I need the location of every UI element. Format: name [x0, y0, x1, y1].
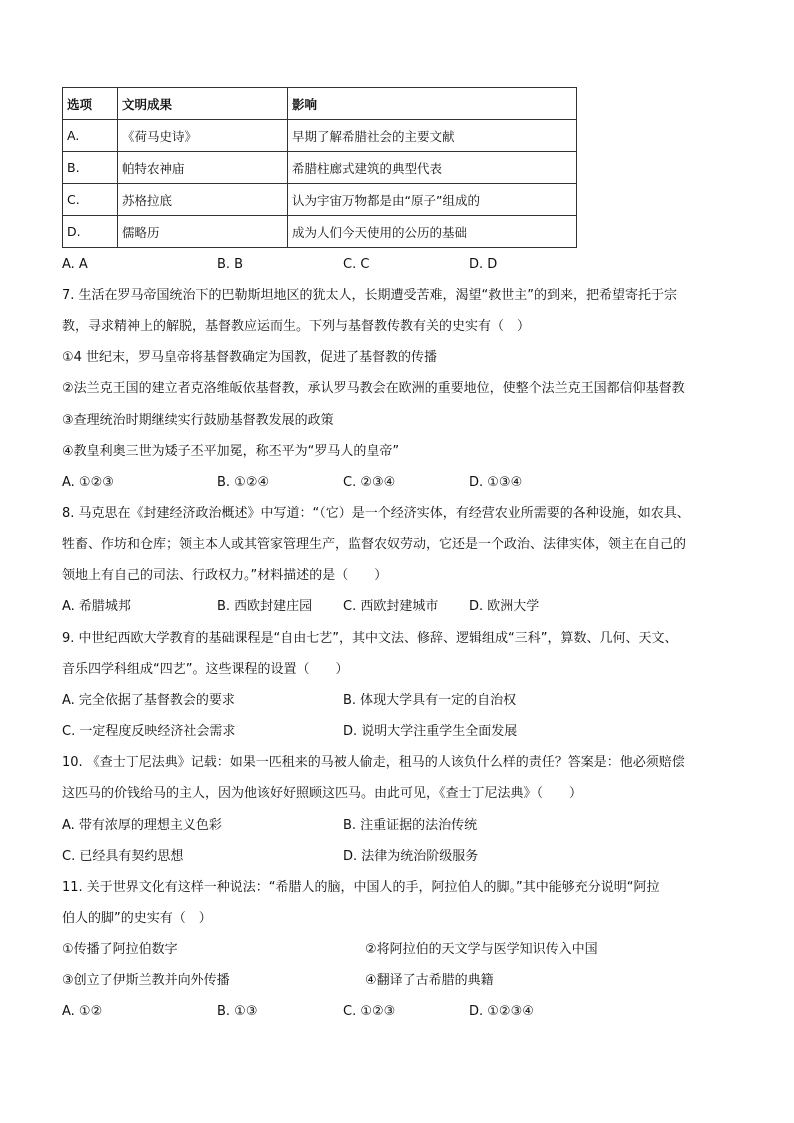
q10-stem-line-1: 10. 《查士丁尼法典》记载：如果一匹租来的马被人偷走，租马的人该负什么样的责任？答案是：他必须赔偿	[62, 755, 685, 770]
table-header-cell: 选项	[63, 88, 118, 120]
option-d: D. 说明大学注重学生全面发展	[343, 724, 518, 739]
q7-item-2: ②法兰克王国的建立者克洛维皈依基督教，承认罗马教会在欧洲的重要地位，使整个法兰克王国都信仰基督教	[62, 381, 685, 396]
q11-item-1: ①传播了阿拉伯数字	[62, 942, 178, 957]
option-b: B. 西欧封建庄园	[217, 599, 313, 614]
q11-stem-line-2: 伯人的脚”的史实有（ ）	[62, 911, 212, 926]
table-header-row	[63, 88, 577, 120]
table-cell: 帕特农神庙	[118, 152, 288, 184]
table-cell: A.	[63, 120, 118, 152]
q7-stem-line-2: 教，寻求精神上的解脱，基督教应运而生。下列与基督教传教有关的史实有（ ）	[62, 319, 531, 334]
q8-options	[0, 598, 794, 616]
table-cell: C.	[63, 184, 118, 216]
table-cell: D.	[63, 216, 118, 248]
q11-item-4: ④翻译了古希腊的典籍	[365, 973, 494, 988]
q8-stem-line-2: 牲畜、作坊和仓库；领主本人或其管家管理生产，监督农奴劳动，它还是一个政治、法律实体，领主在自己的	[62, 537, 687, 552]
q11-options	[0, 1003, 794, 1021]
table-cell: 早期了解希腊社会的主要文献	[288, 120, 577, 152]
table-row	[63, 216, 577, 248]
option-b: B. B	[217, 257, 244, 272]
table-cell: 认为宇宙万物都是由“原子”组成的	[288, 184, 577, 216]
q9-options-row-1	[0, 692, 794, 710]
q11-item-2: ②将阿拉伯的天文学与医学知识传入中国	[365, 942, 598, 957]
q6-options	[0, 256, 794, 274]
q7-stem-line-1: 7. 生活在罗马帝国统治下的巴勒斯坦地区的犹太人，长期遭受苦难，渴望“救世主”的到来，把希望寄托于宗	[62, 288, 678, 303]
option-a: A. 完全依据了基督教会的要求	[62, 693, 235, 708]
q7-item-4: ④教皇利奥三世为矮子丕平加冕，称丕平为“罗马人的皇帝”	[62, 444, 400, 459]
q7-options	[0, 474, 794, 492]
option-b: B. ①③	[217, 1004, 258, 1019]
option-b: B. 注重证据的法治传统	[343, 818, 478, 833]
table-row	[63, 120, 577, 152]
option-c: C. 一定程度反映经济社会需求	[62, 724, 236, 739]
q11-items-row-2	[0, 972, 794, 990]
option-a: A. 希腊城邦	[62, 599, 131, 614]
option-a: A. ①②	[62, 1004, 103, 1019]
option-d: D. ①③④	[469, 475, 523, 490]
q10-stem-line-2: 这匹马的价钱给马的主人，因为他该好好照顾这匹马。由此可见，《查士丁尼法典》（ ）	[62, 786, 583, 801]
option-b: B. ①②④	[217, 475, 270, 490]
q7-item-1: ①4 世纪末，罗马皇帝将基督教确定为国教，促进了基督教的传播	[62, 350, 438, 365]
table-cell: 儒略历	[118, 216, 288, 248]
option-a: A. A	[62, 257, 88, 272]
q11-item-3: ③创立了伊斯兰教并向外传播	[62, 973, 230, 988]
table-cell: B.	[63, 152, 118, 184]
q10-options-row-1	[0, 817, 794, 835]
table-row	[63, 184, 577, 216]
q8-stem-line-3: 领地上有自己的司法、行政权力。”材料描述的是（ ）	[62, 568, 388, 583]
table-cell: 苏格拉底	[118, 184, 288, 216]
table-header-cell: 文明成果	[118, 88, 288, 120]
option-d: D. 法律为统治阶级服务	[343, 849, 479, 864]
q11-items-row-1	[0, 941, 794, 959]
option-a: A. 带有浓厚的理想主义色彩	[62, 818, 222, 833]
q9-stem-line-1: 9. 中世纪西欧大学教育的基础课程是“自由七艺”，其中文法、修辞、逻辑组成“三科”，算数、几何、天文、	[62, 631, 678, 646]
option-d: D. 欧洲大学	[469, 599, 540, 614]
table-cell: 希腊柱廊式建筑的典型代表	[288, 152, 577, 184]
option-a: A. ①②③	[62, 475, 114, 490]
table-header-cell: 影响	[288, 88, 577, 120]
option-c: C. ①②③	[343, 1004, 396, 1019]
option-b: B. 体现大学具有一定的自治权	[343, 693, 517, 708]
table-row	[63, 152, 577, 184]
option-c: C. 西欧封建城市	[343, 599, 439, 614]
q9-stem-line-2: 音乐四学科组成“四艺”。这些课程的设置（ ）	[62, 662, 349, 677]
option-c: C. 已经具有契约思想	[62, 849, 184, 864]
q9-options-row-2	[0, 723, 794, 741]
q11-stem-line-1: 11. 关于世界文化有这样一种说法：“希腊人的脑，中国人的手，阿拉伯人的脚。”其中能够充分说明“阿拉	[62, 880, 660, 895]
options-table	[62, 87, 577, 248]
q8-stem-line-1: 8. 马克思在《封建经济政治概述》中写道：“（它）是一个经济实体，有经营农业所需要的各种设施，如农具、	[62, 506, 690, 521]
option-c: C. ②③④	[343, 475, 396, 490]
table-cell: 成为人们今天使用的公历的基础	[288, 216, 577, 248]
option-c: C. C	[343, 257, 370, 272]
q7-item-3: ③查理统治时期继续实行鼓励基督教发展的政策	[62, 413, 334, 428]
q10-options-row-2	[0, 848, 794, 866]
option-d: D. ①②③④	[469, 1004, 534, 1019]
option-d: D. D	[469, 257, 498, 272]
table-cell: 《荷马史诗》	[118, 120, 288, 152]
